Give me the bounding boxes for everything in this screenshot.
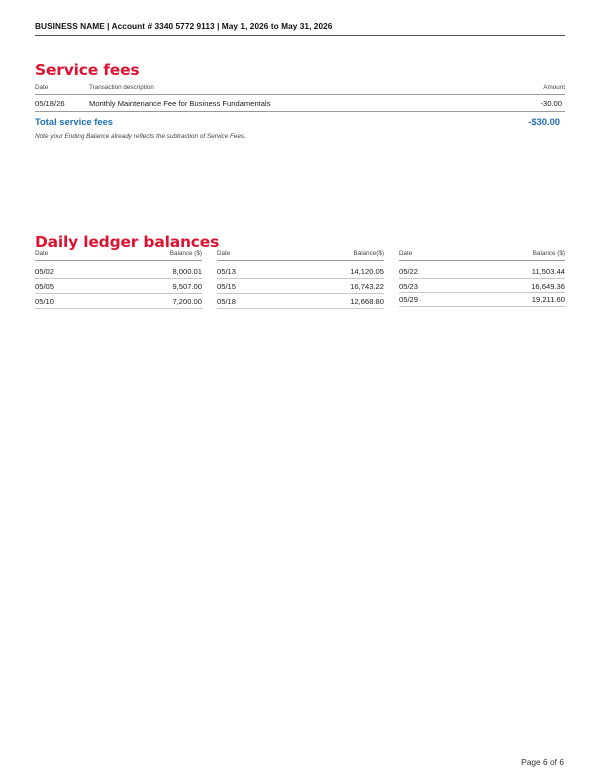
fees-row-rule: [35, 111, 565, 112]
fees-date-header: Date: [35, 84, 49, 91]
ledger-date: 05/29: [399, 295, 419, 304]
ledger-header-rule: [399, 260, 565, 261]
fees-description-header: Transaction description: [89, 84, 154, 91]
fee-description: Monthly Maintenance Fee for Business Fundamentals: [89, 99, 271, 108]
ledger-balance: 9,507.00: [172, 282, 202, 291]
ledger-balance-header: Balance ($): [532, 250, 565, 257]
ledger-date: 05/02: [35, 267, 55, 276]
service-fees-note: Note your Ending Balance already reflects the subtraction of Service Fees.: [35, 133, 247, 140]
ledger-date: 05/18: [217, 297, 237, 306]
ledger-balance: 7,200.00: [172, 297, 202, 306]
ledger-date: 05/05: [35, 282, 55, 291]
ledger-balance: 16,743.22: [350, 282, 384, 291]
ledger-row-rule: [35, 308, 202, 309]
ledger-date: 05/15: [217, 282, 237, 291]
ledger-date: 05/22: [399, 267, 419, 276]
fee-date: 05/18/26: [35, 99, 65, 108]
daily-ledger-title: Daily ledger balances: [35, 233, 220, 251]
fee-amount: -30.00: [540, 99, 562, 108]
ledger-date-header: Date: [217, 250, 231, 257]
ledger-date-header: Date: [35, 250, 49, 257]
fees-header-rule: [35, 94, 565, 95]
ledger-balance-header: Balance($): [353, 250, 384, 257]
ledger-date: 05/23: [399, 282, 419, 291]
ledger-balance: 8,000.01: [172, 267, 202, 276]
ledger-balance: 14,120.05: [350, 267, 384, 276]
service-fees-title: Service fees: [35, 61, 140, 79]
ledger-date-header: Date: [399, 250, 413, 257]
total-service-fees-label: Total service fees: [35, 116, 113, 127]
ledger-balance: 16,649.36: [531, 282, 565, 291]
statement-header: BUSINESS NAME | Account # 3340 5772 9113 | May 1, 2026 to May 31, 2026: [35, 21, 565, 36]
ledger-balance: 19,211.60: [531, 295, 565, 304]
ledger-date: 05/10: [35, 297, 55, 306]
page-number: Page 6 of 6: [521, 757, 564, 767]
ledger-header-rule: [217, 260, 384, 261]
ledger-row-rule: [399, 278, 565, 279]
ledger-row-rule: [399, 306, 565, 307]
total-service-fees-value: -$30.00: [528, 116, 560, 127]
ledger-date: 05/13: [217, 267, 237, 276]
ledger-row-rule: [217, 293, 384, 294]
ledger-balance: 12,668.80: [350, 297, 384, 306]
fees-amount-header: Amount: [543, 84, 565, 91]
ledger-row-rule: [399, 292, 565, 293]
ledger-header-rule: [35, 260, 202, 261]
ledger-row-rule: [35, 293, 202, 294]
ledger-balance: 11,503.44: [531, 267, 565, 276]
ledger-row-rule: [217, 278, 384, 279]
ledger-balance-header: Balance ($): [169, 250, 202, 257]
ledger-row-rule: [217, 308, 384, 309]
ledger-row-rule: [35, 278, 202, 279]
